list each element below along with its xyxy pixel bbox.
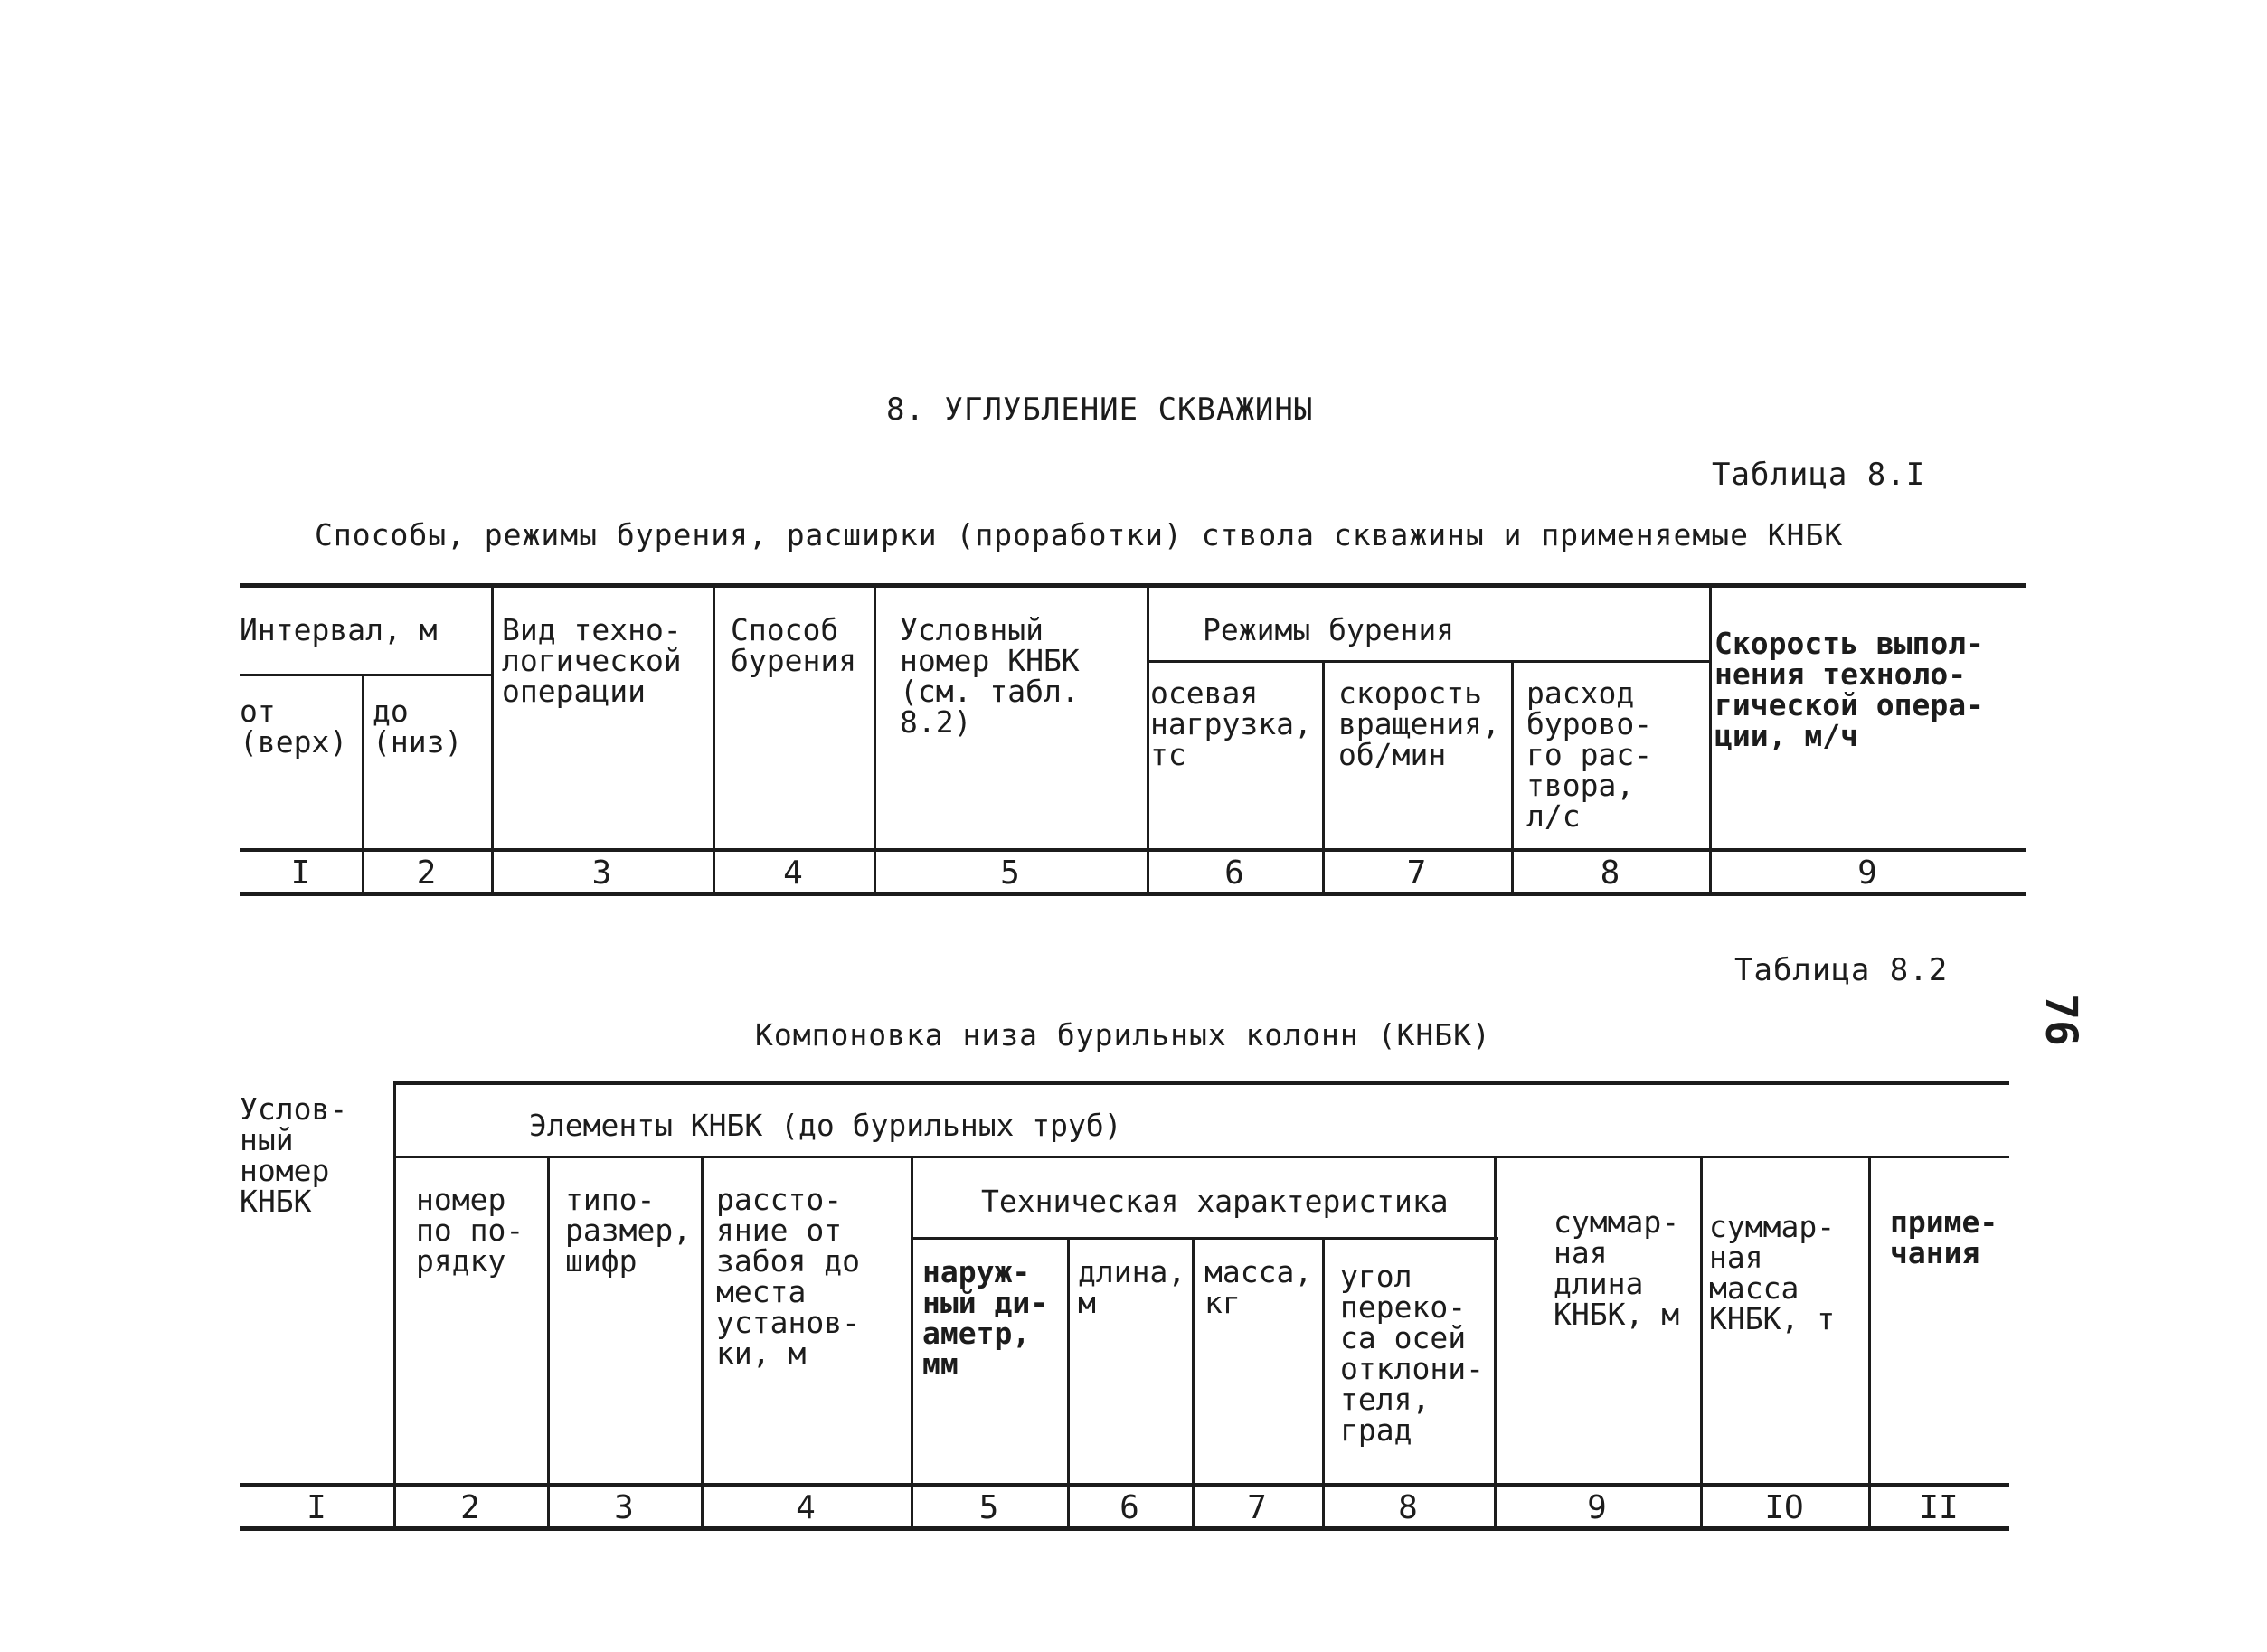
col-number: 6 [1119, 1489, 1139, 1526]
section-title: 8. УГЛУБЛЕНИЕ СКВАЖИНЫ [886, 392, 1314, 428]
header-operation-speed: Скорость выпол- нения техноло- гической опера- ции, м/ч [1714, 626, 1985, 753]
header-type-size: типо- размер, шифр [565, 1182, 692, 1279]
table1-label: Таблица 8.I [1712, 457, 1926, 493]
col-number: 8 [1600, 854, 1620, 892]
header-tech-characteristics: Техническая характеристика [981, 1184, 1449, 1219]
col-number: 4 [796, 1489, 816, 1526]
header-knbk-number: Условный номер КНБК (см. табл. 8.2) [900, 612, 1080, 740]
col-number: 5 [1000, 854, 1020, 892]
header-total-length: суммар- ная длина КНБК, м [1554, 1204, 1680, 1332]
col-number: 7 [1406, 854, 1427, 892]
header-distance: рассто- яние от забоя до места установ- ки, м [716, 1182, 860, 1371]
col-number: 7 [1247, 1489, 1267, 1526]
col-number: 4 [783, 854, 803, 892]
header-total-mass: суммар- ная масса КНБК, т [1709, 1209, 1836, 1336]
col-number: 2 [416, 854, 437, 892]
col-number: 3 [591, 854, 612, 892]
col-number: 3 [614, 1489, 634, 1526]
header-method: Способ бурения [731, 612, 857, 678]
header-operation: Вид техно- логической операции [502, 612, 682, 709]
table1-caption: Способы, режимы бурения, расширки (проработки) ствола скважины и применяемые КНБК [315, 517, 1844, 552]
header-elements: Элементы КНБК (до бурильных труб) [529, 1108, 1122, 1143]
header-notes: приме- чания [1890, 1204, 1998, 1270]
col-number: 6 [1224, 854, 1244, 892]
col-number: II [1919, 1489, 1959, 1526]
col-number: I [290, 854, 311, 892]
header-tilt-angle: угол переко- са осей отклони- теля, град [1340, 1259, 1484, 1448]
header-mass: масса, кг [1204, 1254, 1313, 1320]
col-number: 2 [460, 1489, 480, 1526]
header-outer-diameter: наруж- ный ди- аметр, мм [922, 1254, 1049, 1382]
col-number: 8 [1398, 1489, 1418, 1526]
header-rotation-speed: скорость вращения, об/мин [1338, 675, 1500, 772]
page-number: 76 [2035, 994, 2086, 1046]
col-number: IO [1764, 1489, 1804, 1526]
col-number: 5 [978, 1489, 999, 1526]
header-to: до (низ) [373, 694, 463, 760]
header-order-number: номер по по- рядку [416, 1182, 524, 1279]
header-axial-load: осевая нагрузка, тс [1150, 675, 1312, 772]
col-number: 9 [1587, 1489, 1607, 1526]
header-from: от (верх) [240, 694, 348, 760]
table2-label: Таблица 8.2 [1734, 952, 1949, 988]
header-length: длина, м [1078, 1254, 1186, 1320]
header-fluid-flow: расход бурово- го рас- твора, л/с [1526, 675, 1653, 834]
header-interval: Интервал, м [240, 612, 438, 647]
header-knbk-number: Услов- ный номер КНБК [240, 1091, 348, 1219]
table2-caption: Компоновка низа бурильных колонн (КНБК) [755, 1017, 1491, 1053]
col-number: I [307, 1489, 326, 1526]
col-number: 9 [1857, 854, 1877, 892]
header-drilling-modes: Режимы бурения [1203, 612, 1455, 647]
